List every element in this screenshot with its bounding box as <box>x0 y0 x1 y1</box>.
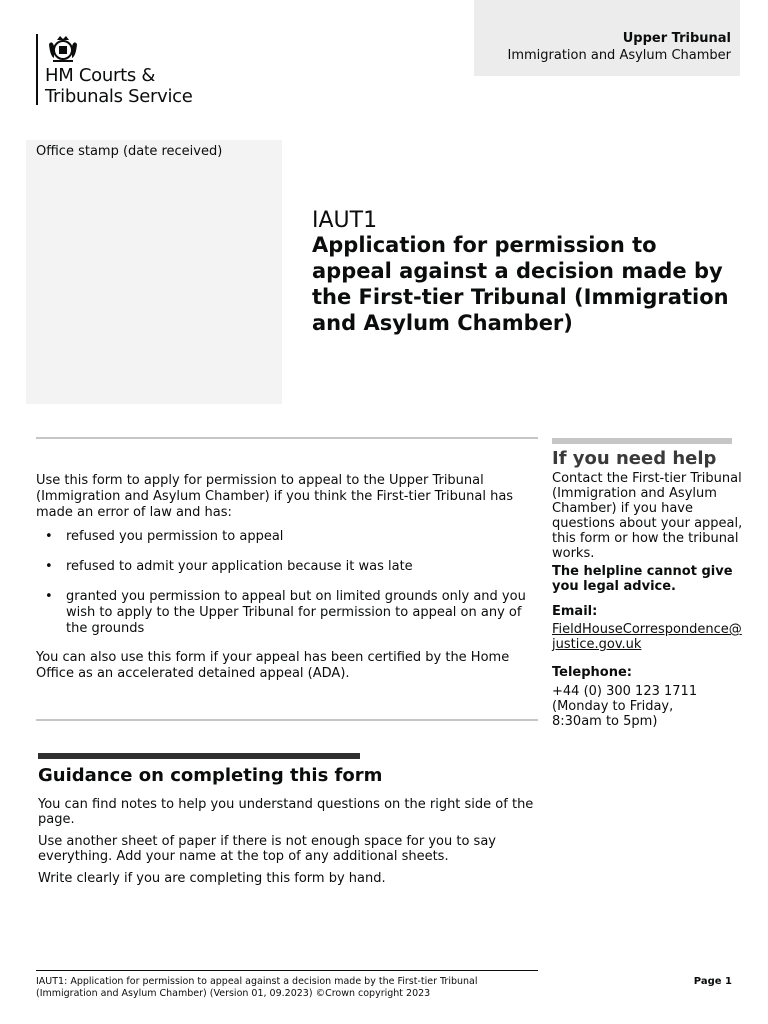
help-body: Contact the First-tier Tribunal (Immigration and Asylum Chamber) if you have questions about your appeal, this form or how the tribunal works. <box>552 471 743 561</box>
form-code: IAUT1 <box>312 208 378 233</box>
logo-line-1: HM Courts & <box>45 65 156 86</box>
list-item: • refused to admit your application because it was late <box>36 559 536 575</box>
telephone-label: Telephone: <box>552 665 632 680</box>
list-item: • granted you permission to appeal but on limited grounds only and you wish to apply to the Upper Tribunal for permission to appeal on any of the grounds <box>36 589 536 637</box>
hmcts-logo <box>36 34 216 109</box>
page-title: Application for permission to appeal against a decision made by the First-tier Tribunal (Immigration and Asylum Chamber) <box>312 233 729 335</box>
office-stamp-label: Office stamp (date received) <box>36 144 223 159</box>
intro-ada-note: You can also use this form if your appeal has been certified by the Home Office as an accelerated detained appeal (ADA). <box>36 650 510 681</box>
office-stamp-box <box>26 140 282 404</box>
page-number: Page 1 <box>693 976 732 987</box>
list-item: • refused you permission to appeal <box>36 529 536 545</box>
guidance-section <box>38 797 538 893</box>
guidance-paragraph: You can find notes to help you understand questions on the right side of the page. <box>38 797 534 827</box>
telephone-hours: (Monday to Friday, 8:30am to 5pm) <box>552 699 674 729</box>
help-warning: The helpline cannot give you legal advice. <box>552 564 733 594</box>
intro-lead: Use this form to apply for permission to appeal to the Upper Tribunal (Immigration and Asylum Chamber) if you think the First-tier Tribunal has made an error of law and has: <box>36 473 514 520</box>
logo-bar <box>36 34 38 105</box>
royal-crest-icon <box>46 34 80 64</box>
intro-bullet-list <box>36 529 536 637</box>
tribunal-box <box>474 0 740 76</box>
logo-line-2: Tribunals Service <box>45 86 193 107</box>
footer-text: IAUT1: Application for permission to appeal against a decision made by the First-tier Tribunal (Immigration and Asylum Chamber) (Version 01, 09.2023) ©Crown copyright 2023 <box>36 976 478 999</box>
help-heading: If you need help <box>552 448 717 469</box>
help-panel <box>552 448 747 729</box>
guidance-accent-bar <box>38 753 360 759</box>
divider-bottom <box>36 719 538 721</box>
email-link[interactable]: FieldHouseCorrespondence@ justice.gov.uk <box>552 622 742 652</box>
email-label: Email: <box>552 604 598 619</box>
tribunal-name: Upper Tribunal <box>622 31 731 46</box>
help-accent-bar <box>552 438 732 444</box>
telephone-number: +44 (0) 300 123 1711 <box>552 684 698 699</box>
intro-section <box>36 473 536 682</box>
footer-divider <box>36 970 538 971</box>
guidance-paragraph: Write clearly if you are completing this form by hand. <box>38 871 386 886</box>
guidance-paragraph: Use another sheet of paper if there is not enough space for you to say everything. Add your name at the top of any additional sheets. <box>38 834 496 864</box>
guidance-heading: Guidance on completing this form <box>38 765 383 786</box>
divider-top <box>36 437 538 439</box>
chamber-name: Immigration and Asylum Chamber <box>507 48 731 63</box>
